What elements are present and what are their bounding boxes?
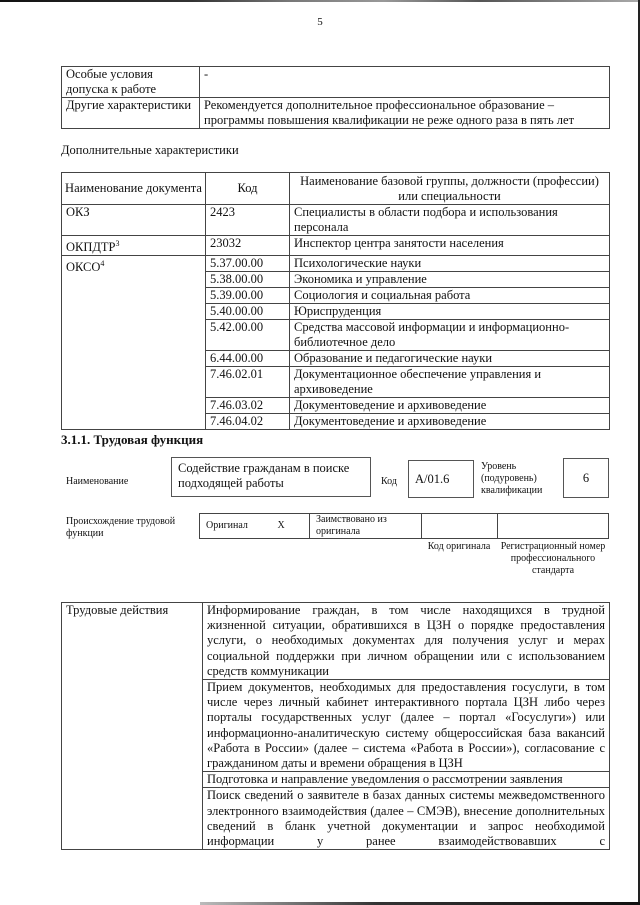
footnote-ref: 3: [115, 239, 120, 248]
original-code-cell: [422, 514, 498, 539]
row-value: -: [200, 67, 610, 98]
table-row: [62, 98, 610, 129]
origin-table: [199, 513, 609, 539]
table-row: [200, 514, 609, 539]
row-value: Рекомендуется дополнительное профессиональное образование – программы повышения квалификации не реже одного раза в пять лет: [200, 98, 610, 129]
group-name-cell: Документоведение и архивоведение: [290, 414, 610, 430]
borrowed-label: Заимствовано из оригинала: [310, 514, 422, 539]
labor-action-item: Подготовка и направление уведомления о рассмотрении заявления: [203, 772, 610, 788]
labor-actions-label: Трудовые действия: [62, 603, 203, 850]
name-label: Наименование: [66, 476, 129, 487]
page-number: 5: [317, 16, 323, 28]
header-row: [62, 173, 610, 205]
doc-name: ОКСО: [66, 260, 101, 275]
table-row: [62, 603, 610, 680]
table-row: [62, 205, 610, 236]
code-cell: 5.40.00.00: [206, 304, 290, 320]
original-mark: X: [272, 514, 310, 539]
group-name-cell: Документационное обеспечение управления и архивоведение: [290, 367, 610, 398]
labor-action-item: Прием документов, необходимых для предоставления госуслуги, в том числе через личный кабинет интерактивного портала ЦЗН либо через порталы государственных услуг (далее – портал «Госуслуги») или информационно-аналитическую систему общероссийская база вакансий «Работа в России» (далее – система «Работа в России»), согласование с гражданином даты и времени обращения в ЦЗН: [203, 680, 610, 772]
code-cell: 23032: [206, 236, 290, 256]
table-row: [62, 236, 610, 256]
code-cell: 5.38.00.00: [206, 272, 290, 288]
reg-number-caption: Регистрационный номер профессионального стандарта: [500, 541, 606, 576]
labor-action-item: Поиск сведений о заявителе в базах данных системы межведомственного электронного взаимодействия (далее – СМЭВ), внесение дополнительных сведений в бланк учетной документации и запрос необходимой информации у ранее взаимодействовавших с: [203, 788, 610, 850]
scan-edge-top: [0, 0, 640, 2]
original-code-caption: Код оригинала: [427, 541, 491, 552]
additional-characteristics-table: [61, 172, 610, 430]
reg-number-cell: [498, 514, 609, 539]
group-name-cell: Юриспруденция: [290, 304, 610, 320]
section-heading: Дополнительные характеристики: [61, 143, 239, 157]
footnote-ref: 4: [100, 259, 105, 269]
row-label: Особые условия допуска к работе: [62, 67, 200, 98]
qualification-level-box: 6: [563, 458, 609, 498]
code-label: Код: [381, 476, 397, 487]
row-label: Другие характеристики: [62, 98, 200, 129]
labor-action-item: Информирование граждан, в том числе находящихся в трудной жизненной ситуации, обратившихся в ЦЗН о порядке предоставления услуги, о необходимых документах для получения услуг и мерах социальной поддержки при личном обращении или с использованием средств коммуникации: [203, 603, 610, 680]
code-cell: 5.39.00.00: [206, 288, 290, 304]
function-name-box: Содействие гражданам в поиске подходящей работы: [171, 457, 371, 497]
group-name-cell: Образование и педагогические науки: [290, 351, 610, 367]
code-cell: 2423: [206, 205, 290, 236]
code-cell: 5.37.00.00: [206, 256, 290, 272]
group-name-cell: Специалисты в области подбора и использования персонала: [290, 205, 610, 236]
group-name-cell: Инспектор центра занятости населения: [290, 236, 610, 256]
level-label: Уровень (подуровень) квалификации: [481, 461, 543, 496]
group-name-cell: Социология и социальная работа: [290, 288, 610, 304]
labor-actions-table: [61, 602, 610, 850]
original-label: Оригинал: [200, 514, 272, 539]
table-row: [62, 256, 610, 272]
doc-name-cell: [62, 205, 206, 236]
doc-name-cell: [62, 236, 206, 256]
table-row: [62, 67, 610, 98]
labor-function-heading: 3.1.1. Трудовая функция: [61, 432, 204, 447]
code-cell: 5.42.00.00: [206, 320, 290, 351]
col-header-doc: Наименование документа: [62, 173, 206, 205]
doc-name: ОКЗ: [66, 205, 90, 219]
origin-label: Происхождение трудовой функции: [66, 516, 176, 539]
doc-name: ОКПДТР: [66, 240, 116, 255]
conditions-table: [61, 66, 610, 129]
doc-name-cell: [62, 256, 206, 430]
col-header-code: Код: [206, 173, 290, 205]
group-name-cell: Документоведение и архивоведение: [290, 398, 610, 414]
group-name-cell: Экономика и управление: [290, 272, 610, 288]
code-cell: 7.46.03.02: [206, 398, 290, 414]
function-code-box: A/01.6: [408, 460, 474, 498]
code-cell: 7.46.02.01: [206, 367, 290, 398]
group-name-cell: Психологические науки: [290, 256, 610, 272]
col-header-name: Наименование базовой группы, должности (профессии) или специальности: [290, 173, 610, 205]
code-cell: 7.46.04.02: [206, 414, 290, 430]
code-cell: 6.44.00.00: [206, 351, 290, 367]
group-name-cell: Средства массовой информации и информационно-библиотечное дело: [290, 320, 610, 351]
